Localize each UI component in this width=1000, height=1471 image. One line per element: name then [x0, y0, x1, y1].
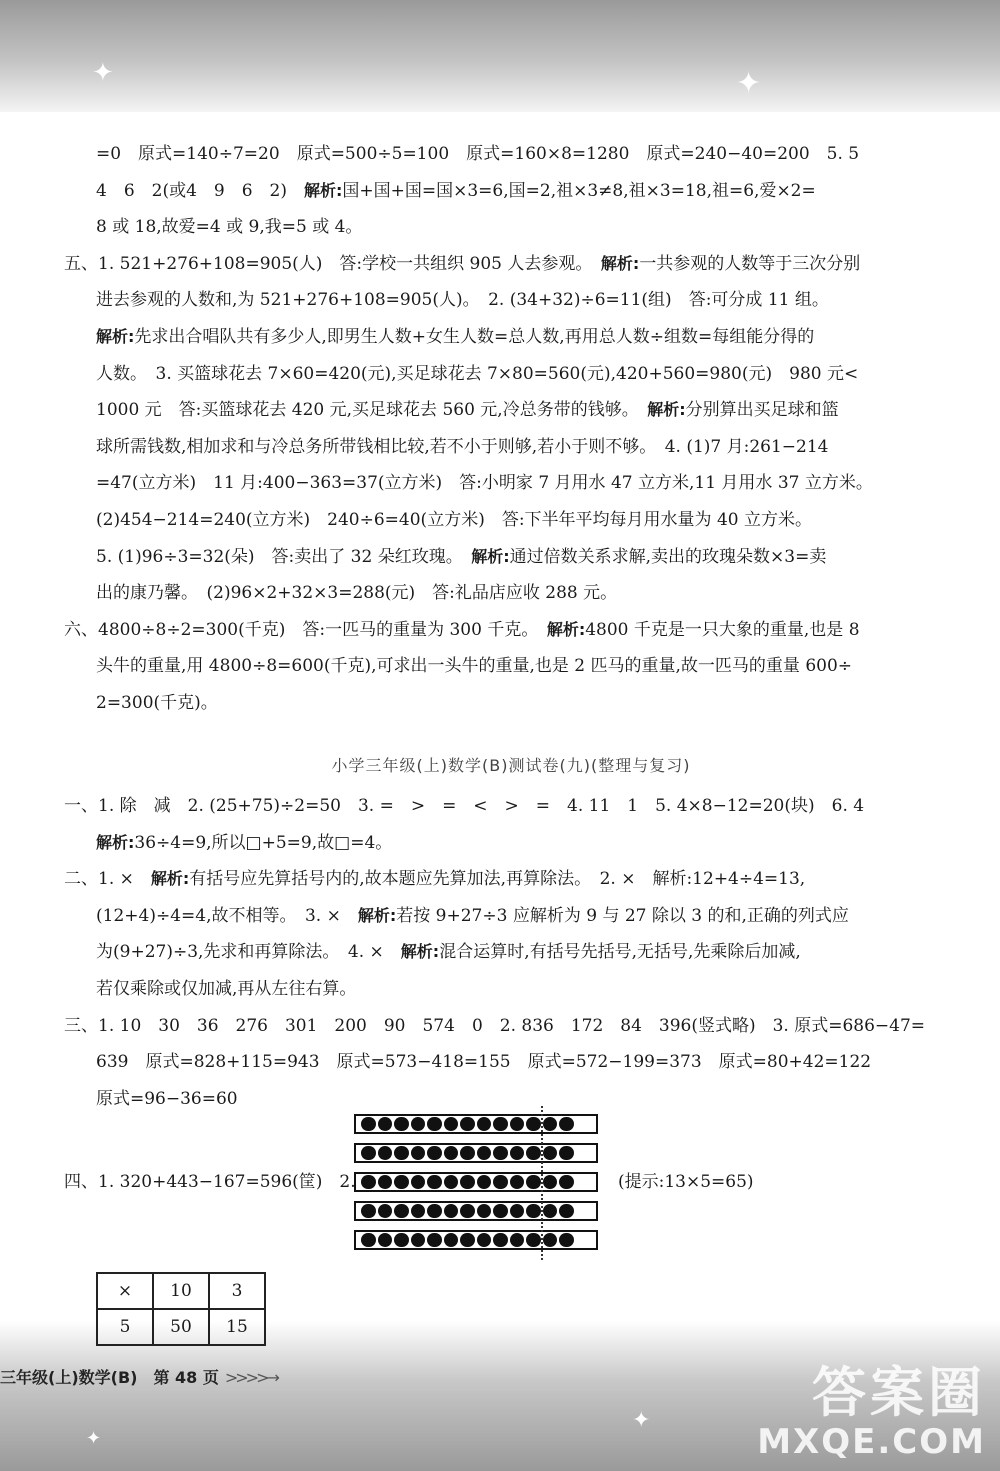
dotted-divider	[541, 1106, 543, 1260]
bead	[559, 1233, 574, 1248]
bead-diagram	[354, 1114, 598, 1252]
text-line: 为(9+27)÷3,先求和再算除法。 4. × 解析:混合运算时,有括号先括号,无括号,先乘除后加减,	[96, 942, 801, 963]
bead	[411, 1204, 426, 1219]
bead	[543, 1233, 558, 1248]
bead	[378, 1117, 393, 1132]
watermark-logo	[757, 1363, 986, 1461]
bead	[361, 1175, 376, 1190]
table-cell: 3	[209, 1273, 265, 1309]
table-cell: 15	[209, 1309, 265, 1345]
bead-row	[354, 1172, 598, 1192]
table-cell: 10	[153, 1273, 209, 1309]
page-footer	[0, 1365, 277, 1388]
sparkle-icon: ✦	[736, 66, 762, 101]
bead	[493, 1233, 508, 1248]
bead	[444, 1146, 459, 1161]
bead	[543, 1175, 558, 1190]
watermark-title: 答案圈	[812, 1361, 986, 1424]
text-line: 进去参观的人数和,为 521+276+108=905(人)。 2. (34+32)÷6=11(组) 答:可分成 11 组。	[96, 290, 829, 311]
bead	[477, 1233, 492, 1248]
bead	[477, 1117, 492, 1132]
text-line: 639 原式=828+115=943 原式=573−418=155 原式=572−199=373 原式=80+42=122	[96, 1052, 872, 1073]
question-4-text: 四、1. 320+443−167=596(筐) 2.	[64, 1172, 356, 1192]
text-line: 若仅乘除或仅加减,再从左往右算。	[96, 979, 357, 1000]
bead	[361, 1233, 376, 1248]
bead	[394, 1233, 409, 1248]
bead	[411, 1175, 426, 1190]
bead	[378, 1175, 393, 1190]
bead	[510, 1204, 525, 1219]
bead	[559, 1175, 574, 1190]
bead	[460, 1117, 475, 1132]
text-line: =0 原式=140÷7=20 原式=500÷5=100 原式=160×8=1280 原式=240−40=200 5. 5	[96, 144, 860, 164]
text-line: =47(立方米) 11 月:400−363=37(立方米) 答:小明家 7 月用水 47 立方米,11 月用水 37 立方米。	[96, 473, 873, 494]
bead	[526, 1146, 541, 1161]
bead	[361, 1117, 376, 1132]
text-line: 4 6 2(或4 9 6 2) 解析:国+国+国=国×3=6,国=2,祖×3≠8,祖×3=18,祖=6,爱×2=	[96, 180, 816, 201]
bead	[444, 1204, 459, 1219]
header-band	[0, 0, 1000, 112]
bead-row	[354, 1114, 598, 1134]
bead	[411, 1117, 426, 1132]
bead	[510, 1233, 525, 1248]
bead	[526, 1175, 541, 1190]
answer-text	[64, 136, 926, 1117]
bead	[460, 1233, 475, 1248]
bead	[493, 1117, 508, 1132]
bead	[394, 1146, 409, 1161]
bead	[559, 1146, 574, 1161]
table-cell: 5	[97, 1309, 153, 1345]
text-line: 出的康乃馨。 (2)96×2+32×3=288(元) 答:礼品店应收 288 元。	[96, 583, 618, 604]
bead	[361, 1204, 376, 1219]
text-line: 球所需钱数,相加求和与冷总务所带钱相比较,若不小于则够,若小于则不够。 4. (1)7 月:261−214	[96, 436, 829, 457]
text-line: 三、1. 10 30 36 276 301 200 90 574 0 2. 836 172 84 396(竖式略) 3. 原式=686−47=	[64, 1015, 926, 1036]
bead	[394, 1117, 409, 1132]
bead-row	[354, 1143, 598, 1163]
section-title: 小学三年级(上)数学(B)测试卷(九)(整理与复习)	[331, 755, 691, 775]
text-line: 头牛的重量,用 4800÷8=600(千克),可求出一头牛的重量,也是 2 匹马的重量,故一匹马的重量 600÷	[96, 656, 853, 677]
bead	[559, 1204, 574, 1219]
bead	[427, 1146, 442, 1161]
bead	[444, 1175, 459, 1190]
bead	[378, 1233, 393, 1248]
bead-row	[354, 1201, 598, 1221]
text-line: 2=300(千克)。	[96, 692, 218, 713]
text-line: 一、1. 除 减 2. (25+75)÷2=50 3. = > = < > = 4. 11 1 5. 4×8−12=20(块) 6. 4	[64, 796, 865, 817]
bead	[427, 1204, 442, 1219]
bead	[394, 1175, 409, 1190]
bead	[444, 1233, 459, 1248]
bead	[543, 1204, 558, 1219]
bead	[493, 1175, 508, 1190]
bead	[378, 1204, 393, 1219]
bead	[427, 1175, 442, 1190]
text-line: 8 或 18,故爱=4 或 9,我=5 或 4。	[96, 217, 363, 238]
bead	[493, 1204, 508, 1219]
bead	[559, 1117, 574, 1132]
bead	[460, 1175, 475, 1190]
bead	[543, 1117, 558, 1132]
text-line: (12+4)÷4=4,故不相等。 3. × 解析:若按 9+27÷3 应解析为 9 与 27 除以 3 的和,正确的列式应	[96, 905, 849, 926]
bead	[526, 1117, 541, 1132]
bead	[510, 1117, 525, 1132]
hint-text: (提示:13×5=65)	[618, 1172, 754, 1192]
bead	[427, 1233, 442, 1248]
bead	[543, 1146, 558, 1161]
text-line: 五、1. 521+276+108=905(人) 答:学校一共组织 905 人去参观。 解析:一共参观的人数等于三次分别	[64, 253, 861, 274]
table-cell: ×	[97, 1273, 153, 1309]
multiplication-table	[96, 1272, 266, 1346]
table-cell: 50	[153, 1309, 209, 1345]
text-line: 二、1. × 解析:有括号应先算括号内的,故本题应先算加法,再算除法。 2. × 解析:12+4÷4=13,	[64, 869, 806, 890]
bead	[526, 1204, 541, 1219]
bead	[460, 1146, 475, 1161]
bead	[526, 1233, 541, 1248]
bead	[477, 1146, 492, 1161]
bead	[460, 1204, 475, 1219]
sparkle-icon: ✦	[632, 1408, 651, 1433]
text-line: 1000 元 答:买篮球花去 420 元,买足球花去 560 元,冷总务带的钱够。 解析:分别算出买足球和篮	[96, 400, 839, 421]
bead	[427, 1117, 442, 1132]
watermark-url: MXQE.COM	[757, 1422, 986, 1462]
arrows-icon: >>>>→	[224, 1368, 277, 1387]
text-line: 人数。 3. 买篮球花去 7×60=420(元),买足球花去 7×80=560(元),420+560=980(元) 980 元<	[96, 363, 859, 384]
bead	[378, 1146, 393, 1161]
bead	[477, 1204, 492, 1219]
bead	[361, 1146, 376, 1161]
bead	[510, 1146, 525, 1161]
text-line: 解析:36÷4=9,所以□+5=9,故□=4。	[96, 832, 393, 853]
bead	[510, 1175, 525, 1190]
text-line: 5. (1)96÷3=32(朵) 答:卖出了 32 朵红玫瑰。 解析:通过倍数关系求解,卖出的玫瑰朵数×3=卖	[96, 546, 827, 567]
bead	[411, 1233, 426, 1248]
bead	[493, 1146, 508, 1161]
text-line: 解析:先求出合唱队共有多少人,即男生人数+女生人数=总人数,再用总人数÷组数=每组能分得的	[96, 326, 815, 347]
page-label: 三年级(上)数学(B) 第 48 页	[0, 1368, 219, 1387]
text-line: (2)454−214=240(立方米) 240÷6=40(立方米) 答:下半年平均每月用水量为 40 立方米。	[96, 509, 812, 530]
sparkle-icon: ✦	[86, 1428, 102, 1449]
text-line: 原式=96−36=60	[96, 1088, 238, 1109]
bead	[444, 1117, 459, 1132]
sparkle-icon: ✦	[92, 58, 114, 88]
bead	[394, 1204, 409, 1219]
text-line: 六、4800÷8÷2=300(千克) 答:一匹马的重量为 300 千克。 解析:4800 千克是一只大象的重量,也是 8	[64, 619, 860, 640]
bead	[477, 1175, 492, 1190]
bead-row	[354, 1230, 598, 1250]
bead	[411, 1146, 426, 1161]
